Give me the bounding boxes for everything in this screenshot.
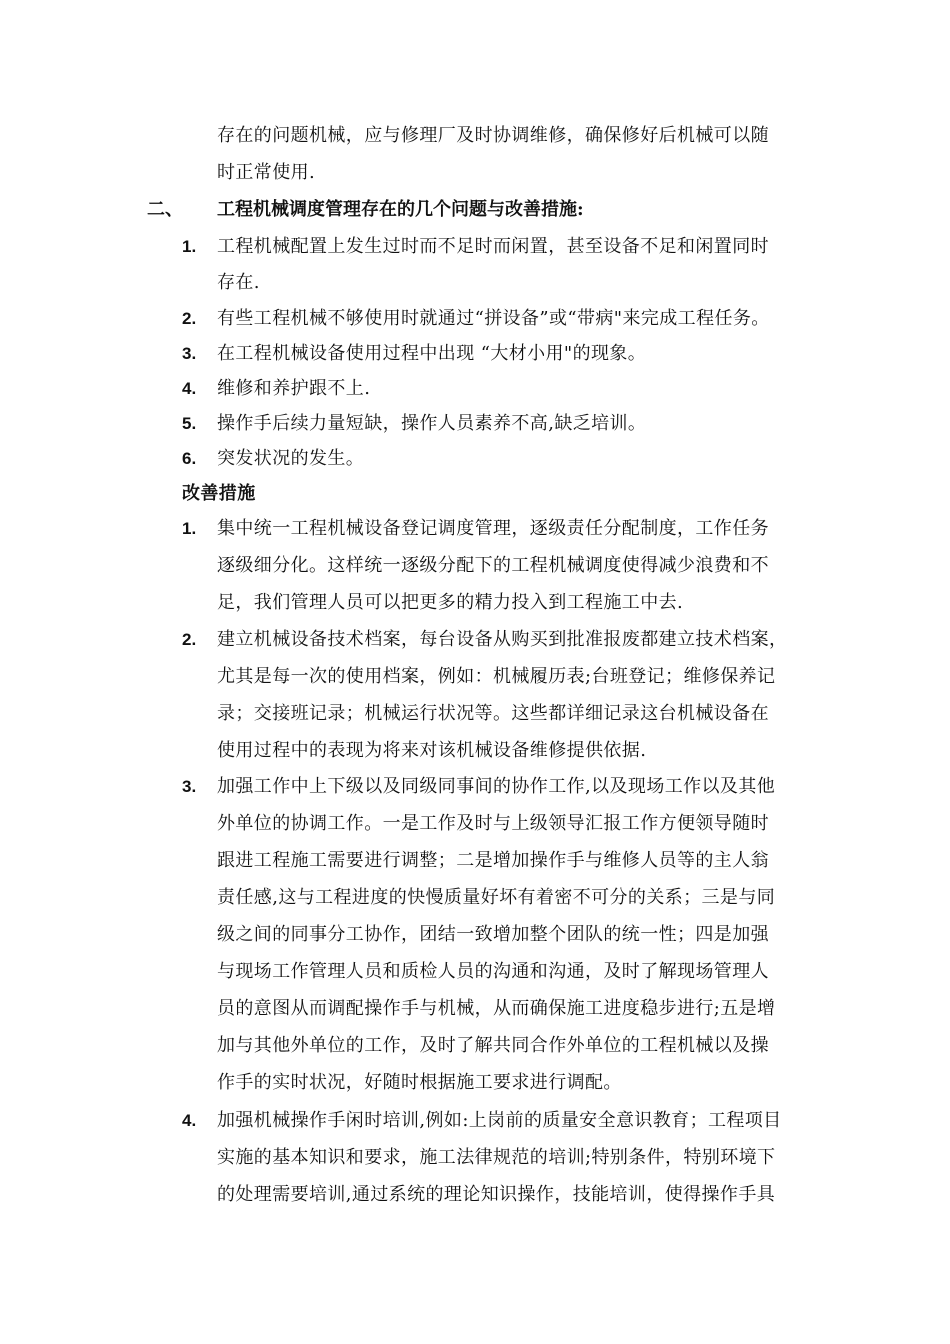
list-number: 1. bbox=[182, 237, 197, 256]
list-item-line: 作手的实时状况，好随时根据施工要求进行调配。 bbox=[217, 1072, 622, 1093]
section-number: 二、 bbox=[147, 199, 183, 220]
list-item-line: 操作手后续力量短缺，操作人员素养不高,缺乏培训。 bbox=[217, 413, 647, 434]
list-item-line: 责任感,这与工程进度的快慢质量好坏有着密不可分的关系；三是与同 bbox=[217, 887, 776, 908]
list-number: 2. bbox=[182, 630, 197, 649]
list-item-line: 工程机械配置上发生过时而不足时而闲置，甚至设备不足和闲置同时 bbox=[217, 236, 769, 257]
list-item-line: 维修和养护跟不上. bbox=[217, 378, 371, 399]
list-item-line: 逐级细分化。这样统一逐级分配下的工程机械调度使得减少浪费和不 bbox=[217, 555, 769, 576]
measures-heading: 改善措施 bbox=[182, 483, 256, 504]
list-item-line: 外单位的协调工作。一是工作及时与上级领导汇报工作方便领导随时 bbox=[217, 813, 769, 834]
list-item-line: 加强机械操作手闲时培训,例如:上岗前的质量安全意识教育；工程项目 bbox=[217, 1110, 782, 1131]
list-number: 4. bbox=[182, 1111, 197, 1130]
section-title: 工程机械调度管理存在的几个问题与改善措施: bbox=[217, 199, 584, 220]
list-item-line: 使用过程中的表现为将来对该机械设备维修提供依据. bbox=[217, 740, 647, 761]
list-item-line: 与现场工作管理人员和质检人员的沟通和沟通，及时了解现场管理人 bbox=[217, 961, 769, 982]
list-item-line: 有些工程机械不够使用时就通过“拼设备”或“带病"来完成工程任务。 bbox=[217, 308, 770, 329]
list-item-line: 足，我们管理人员可以把更多的精力投入到工程施工中去. bbox=[217, 592, 684, 613]
paragraph-line: 时正常使用. bbox=[217, 162, 316, 183]
list-number: 3. bbox=[182, 777, 197, 796]
list-item-line: 加与其他外单位的工作，及时了解共同合作外单位的工程机械以及操 bbox=[217, 1035, 769, 1056]
list-item-line: 跟进工程施工需要进行调整；二是增加操作手与维修人员等的主人翁 bbox=[217, 850, 769, 871]
list-item-line: 存在. bbox=[217, 272, 260, 293]
list-item-line: 在工程机械设备使用过程中出现 “大材小用"的现象。 bbox=[217, 343, 647, 364]
list-number: 1. bbox=[182, 519, 197, 538]
list-number: 2. bbox=[182, 309, 197, 328]
list-item-line: 员的意图从而调配操作手与机械，从而确保施工进度稳步进行;五是增 bbox=[217, 998, 776, 1019]
list-number: 5. bbox=[182, 414, 197, 433]
paragraph-line: 存在的问题机械，应与修理厂及时协调维修，确保修好后机械可以随 bbox=[217, 125, 769, 146]
list-item-line: 突发状况的发生。 bbox=[217, 448, 365, 469]
list-item-line: 的处理需要培训,通过系统的理论知识操作，技能培训，使得操作手具 bbox=[217, 1184, 776, 1205]
list-item-line: 集中统一工程机械设备登记调度管理，逐级责任分配制度，工作任务 bbox=[217, 518, 769, 539]
list-item-line: 加强工作中上下级以及同级同事间的协作工作,以及现场工作以及其他 bbox=[217, 776, 776, 797]
list-number: 3. bbox=[182, 344, 197, 363]
list-number: 4. bbox=[182, 379, 197, 398]
list-item-line: 实施的基本知识和要求，施工法律规范的培训;特别条件，特别环境下 bbox=[217, 1147, 776, 1168]
list-item-line: 建立机械设备技术档案，每台设备从购买到批准报废都建立技术档案， bbox=[217, 629, 788, 650]
list-item-line: 级之间的同事分工协作，团结一致增加整个团队的统一性；四是加强 bbox=[217, 924, 769, 945]
list-item-line: 录；交接班记录；机械运行状况等。这些都详细记录这台机械设备在 bbox=[217, 703, 769, 724]
list-number: 6. bbox=[182, 449, 197, 468]
list-item-line: 尤其是每一次的使用档案，例如：机械履历表;台班登记；维修保养记 bbox=[217, 666, 776, 687]
